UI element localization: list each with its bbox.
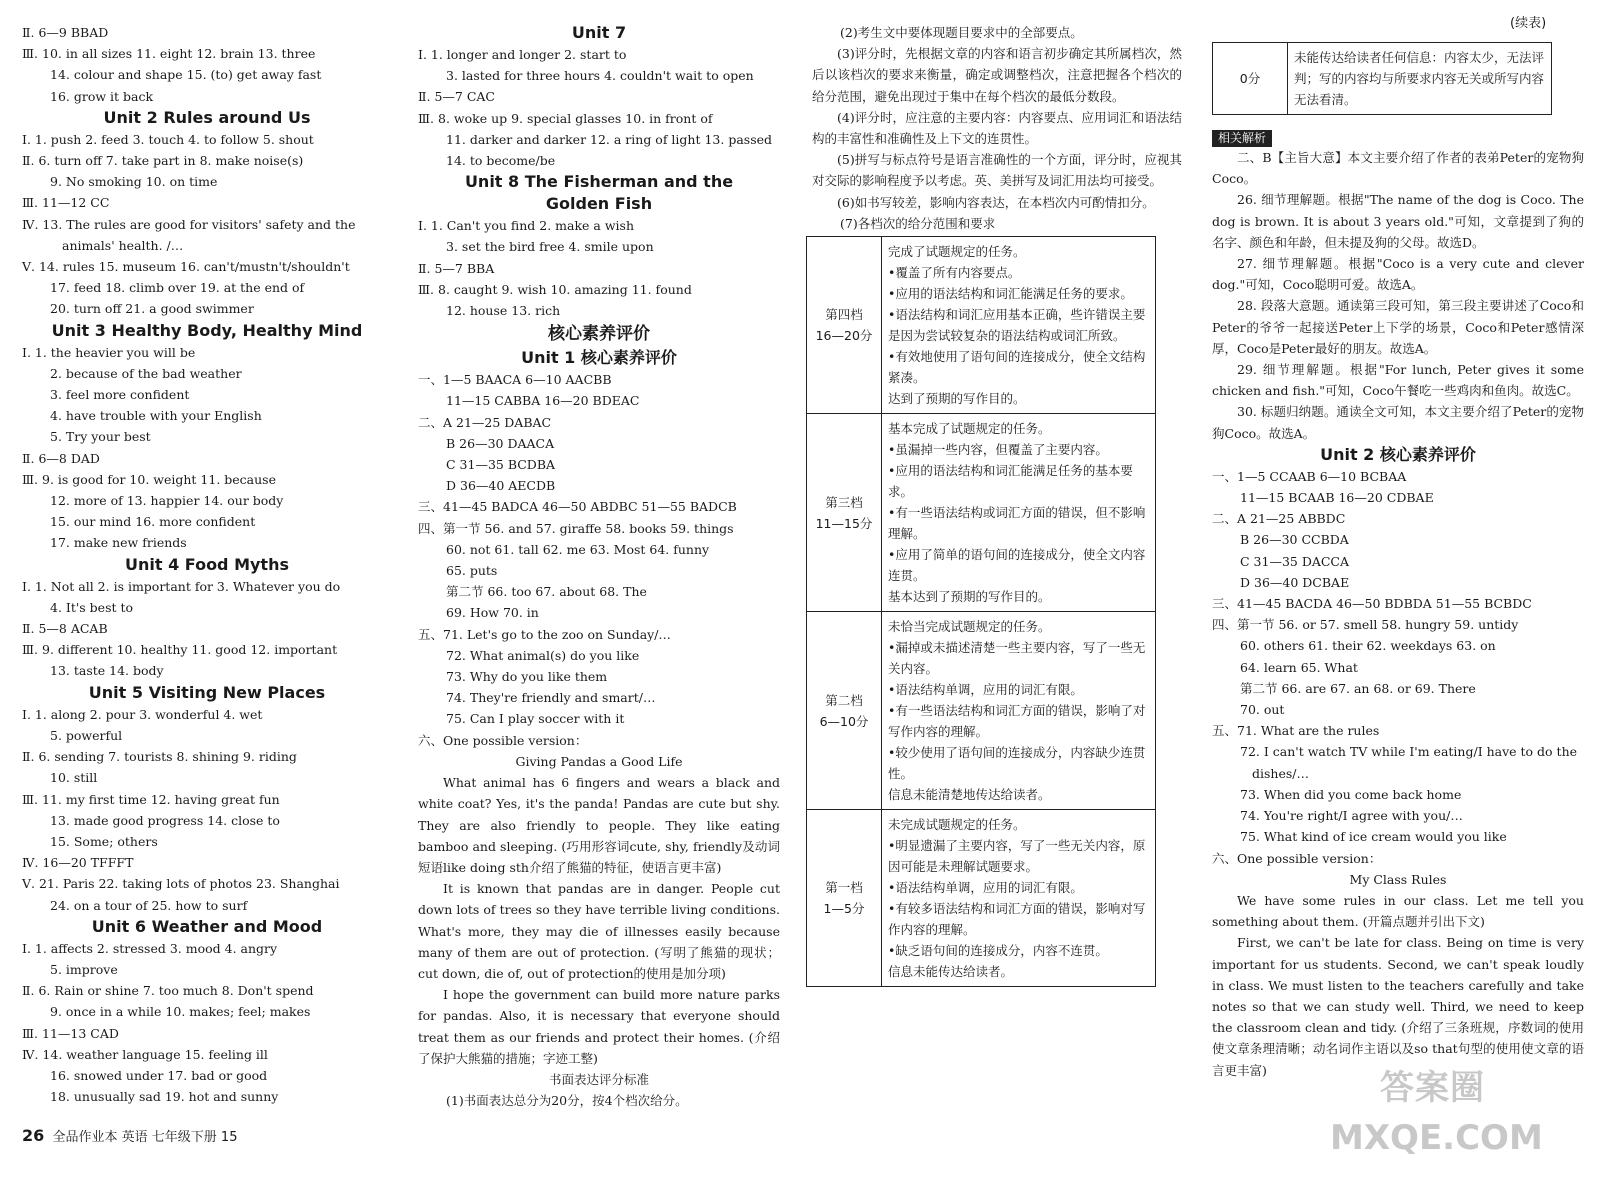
section-heading: 核心素养评价 bbox=[548, 324, 650, 345]
paragraph: 26. 细节理解题。根据"The name of the dog is Coco. The dog is brown. It is about 3 years old."可知，文章提到了狗的名字、颜色和年龄，但未提及狗的父母。故选D。 bbox=[1212, 192, 1584, 250]
answer-line: Ⅲ. 11—12 CC bbox=[22, 195, 110, 211]
answer-line: Ⅲ. 11—13 CAD bbox=[22, 1025, 119, 1041]
answer-line: 一、1—5 CCAAB 6—10 BCBAA bbox=[1212, 468, 1407, 484]
paragraph: 二、B【主旨大意】本文主要介绍了作者的表弟Peter的宠物狗Coco。 bbox=[1212, 150, 1584, 187]
paragraph: (3)评分时，先根据文章的内容和语言初步确定其所属档次，然后以该档次的要求来衡量，确定或调整档次，注意把握各个档次的给分范围，避免出现过于集中在每个档次的最低分数段。 bbox=[812, 46, 1182, 104]
answer-line: 20. turn off 21. a good swimmer bbox=[50, 301, 254, 317]
unit-heading: Unit 2 Rules around Us bbox=[103, 107, 311, 127]
paragraph: 27. 细节理解题。根据"Coco is a very cute and clever dog."可知，Coco聪明可爱。故选A。 bbox=[1212, 256, 1584, 293]
unit-heading: Unit 6 Weather and Mood bbox=[91, 916, 323, 936]
zero-text: 未能传达给读者任何信息：内容太少，无法评判；写的内容均与所要求内容无关或所写内容无法看清。 bbox=[1288, 43, 1552, 115]
answer-line: 二、A 21—25 DABAC bbox=[418, 414, 552, 430]
score-row bbox=[807, 237, 1156, 414]
answer-line: 72. What animal(s) do you like bbox=[446, 647, 640, 663]
answer-line: 三、41—45 BADCA 46—50 ABDBC 51—55 BADCB bbox=[418, 499, 737, 515]
criteria-line: •有一些语法结构或词汇方面的错误，但不影响理解。 bbox=[888, 505, 1146, 542]
level-name: 第二档 bbox=[825, 692, 863, 708]
level-range: 1—5分 bbox=[823, 901, 865, 917]
answer-line: 60. others 61. their 62. weekdays 63. on bbox=[1240, 638, 1496, 654]
answer-line: 四、第一节 56. and 57. giraffe 58. books 59. things bbox=[418, 520, 734, 536]
criteria-line: 基本完成了试题规定的任务。 bbox=[888, 421, 1051, 437]
grading-notes bbox=[812, 22, 1182, 234]
answer-line: dishes/… bbox=[1252, 765, 1309, 781]
answer-line: 第二节 66. too 67. about 68. The bbox=[446, 584, 647, 600]
answer-line: Ⅱ. 5—8 ACAB bbox=[22, 621, 108, 637]
answer-line: 3. feel more confident bbox=[50, 387, 190, 403]
answer-line: C 31—35 BCDBA bbox=[446, 457, 556, 473]
score-criteria bbox=[882, 612, 1156, 810]
answer-line: Ⅳ. 16—20 TFFFT bbox=[22, 855, 134, 871]
criteria-line: 未恰当完成试题规定的任务。 bbox=[888, 619, 1051, 635]
answer-line: 二、A 21—25 ABBDC bbox=[1212, 511, 1346, 527]
paragraph: I hope the government can build more nature parks for pandas. Also, it is necessary that everyone should treat them as our friends and protect their homes. (介绍了保护大熊猫的措施；字迹工整) bbox=[418, 987, 780, 1066]
zero-level: 0分 bbox=[1213, 43, 1288, 115]
answer-line: Ⅰ. 1. push 2. feed 3. touch 4. to follow 5. shout bbox=[22, 131, 314, 147]
paragraph: (5)拼写与标点符号是语言准确性的一个方面，评分时，应视其对交际的影响程度予以考虑。英、美拼写及词汇用法均可接受。 bbox=[812, 152, 1182, 189]
analysis-tag: 相关解析 bbox=[1212, 130, 1272, 147]
criteria-line: •虽漏掉一些内容，但覆盖了主要内容。 bbox=[888, 442, 1108, 458]
column-2 bbox=[418, 22, 780, 1111]
answer-line: Ⅱ. 6. sending 7. tourists 8. shining 9. riding bbox=[22, 749, 297, 765]
column-4 bbox=[1212, 22, 1584, 1081]
answer-line: Ⅱ. 6. turn off 7. take part in 8. make noise(s) bbox=[22, 153, 304, 169]
answer-line: Ⅱ. 5—7 BBA bbox=[418, 260, 495, 276]
criteria-line: 完成了试题规定的任务。 bbox=[888, 244, 1026, 260]
criteria-line: •缺乏语句间的连接成分，内容不连贯。 bbox=[888, 943, 1108, 959]
answer-line: 13. taste 14. body bbox=[50, 663, 164, 679]
answer-line: Ⅳ. 13. The rules are good for visitors' safety and the bbox=[22, 216, 356, 232]
essay-title: My Class Rules bbox=[1349, 871, 1447, 887]
paragraph: 28. 段落大意题。通读第三段可知，第三段主要讲述了Coco和Peter的爷爷一起接送Peter上下学的场景，Coco和Peter感情深厚，Coco是Peter最好的朋友。故选A。 bbox=[1212, 298, 1584, 356]
answer-line: 24. on a tour of 25. how to surf bbox=[50, 897, 248, 913]
answer-line: Ⅱ. 6—8 DAD bbox=[22, 450, 100, 466]
unit-heading: Unit 8 The Fisherman and the bbox=[464, 172, 734, 192]
answer-line: C 31—35 DACCA bbox=[1240, 553, 1350, 569]
level-name: 第四档 bbox=[825, 307, 863, 323]
criteria-line: •有一些语法结构和词汇方面的错误，影响了对写作内容的理解。 bbox=[888, 703, 1146, 740]
answer-line: Ⅳ. 14. weather language 15. feeling ill bbox=[22, 1046, 268, 1062]
answer-line: 73. When did you come back home bbox=[1240, 786, 1462, 802]
answer-line: 14. colour and shape 15. (to) get away fast bbox=[50, 67, 322, 83]
paragraph: (6)如书写较差，影响内容表达，在本档次内可酌情扣分。 bbox=[837, 194, 1155, 210]
answer-line: B 26—30 CCBDA bbox=[1240, 532, 1349, 548]
answer-line: 11. darker and darker 12. a ring of light 13. passed bbox=[446, 131, 773, 147]
answer-line: 65. puts bbox=[446, 563, 498, 579]
answer-line: Ⅴ. 21. Paris 22. taking lots of photos 23. Shanghai bbox=[22, 876, 340, 892]
unit-heading: Golden Fish bbox=[545, 194, 653, 214]
unit-heading: Unit 2 核心素养评价 bbox=[1320, 444, 1476, 464]
answer-line: (7)各档次的给分范围和要求 bbox=[840, 215, 996, 231]
answer-line: 17. feed 18. climb over 19. at the end of bbox=[50, 280, 305, 296]
answer-line: 11—15 CABBA 16—20 BDEAC bbox=[446, 393, 640, 409]
zero-score-table bbox=[1212, 42, 1552, 115]
answer-line: 15. our mind 16. more confident bbox=[50, 514, 256, 530]
answer-line: Ⅲ. 9. is good for 10. weight 11. because bbox=[22, 471, 276, 487]
score-row bbox=[807, 810, 1156, 987]
answer-line: 五、71. What are the rules bbox=[1212, 723, 1380, 739]
answer-line: 72. I can't watch TV while I'm eating/I have to do the bbox=[1240, 744, 1578, 760]
answer-line: 14. to become/be bbox=[446, 153, 556, 169]
analysis-section bbox=[1212, 127, 1584, 1081]
answer-line: 9. once in a while 10. makes; feel; makes bbox=[50, 1004, 311, 1020]
answer-line: Ⅱ. 6. Rain or shine 7. too much 8. Don't spend bbox=[22, 983, 314, 999]
criteria-line: 未完成试题规定的任务。 bbox=[888, 817, 1026, 833]
answer-line: Ⅰ. 1. Can't you find 2. make a wish bbox=[418, 218, 634, 234]
answer-line: Ⅰ. 1. affects 2. stressed 3. mood 4. angry bbox=[22, 940, 278, 956]
answer-line: Ⅲ. 8. woke up 9. special glasses 10. in front of bbox=[418, 110, 713, 126]
answer-line: 5. powerful bbox=[50, 727, 123, 743]
answer-line: 17. make new friends bbox=[50, 535, 187, 551]
criteria-line: •语法结构单调，应用的词汇有限。 bbox=[888, 682, 1083, 698]
score-level bbox=[807, 237, 882, 414]
answer-line: Ⅱ. 5—7 CAC bbox=[418, 89, 495, 105]
score-level bbox=[807, 612, 882, 810]
answer-line: Ⅱ. 6—9 BBAD bbox=[22, 25, 109, 40]
answer-line: 12. house 13. rich bbox=[446, 303, 561, 319]
answer-line: 六、One possible version： bbox=[1212, 850, 1382, 866]
paragraph: 30. 标题归纳题。通读全文可知，本文主要介绍了Peter的宠物狗Coco。故选A。 bbox=[1212, 404, 1584, 441]
page-footer bbox=[22, 1126, 237, 1145]
score-row bbox=[807, 612, 1156, 810]
criteria-line: 信息未能清楚地传达给读者。 bbox=[888, 787, 1051, 803]
column-3 bbox=[812, 22, 1182, 987]
answer-line: 15. Some; others bbox=[50, 833, 158, 849]
book-title: 全品作业本 英语 七年级下册 15 bbox=[52, 1130, 238, 1145]
paragraph: 29. 细节理解题。根据"For lunch, Peter gives it some chicken and fish."可知，Coco午餐吃一些鸡肉和鱼肉。故选C。 bbox=[1212, 362, 1584, 399]
column-1 bbox=[22, 22, 392, 1107]
criteria-line: 达到了预期的写作目的。 bbox=[888, 391, 1026, 407]
criteria-line: •应用的语法结构和词汇能满足任务的要求。 bbox=[888, 286, 1133, 302]
score-table bbox=[806, 236, 1156, 987]
criteria-line: •覆盖了所有内容要点。 bbox=[888, 265, 1021, 281]
answer-line: Ⅰ. 1. longer and longer 2. start to bbox=[418, 47, 627, 62]
answer-line: 3. lasted for three hours 4. couldn't wait to open bbox=[446, 68, 754, 84]
answer-line: 2. because of the bad weather bbox=[50, 365, 242, 381]
watermark-url: MXQE.COM bbox=[1330, 1118, 1543, 1158]
answer-line: 60. not 61. tall 62. me 63. Most 64. funny bbox=[446, 541, 710, 557]
answer-line: Ⅲ. 10. in all sizes 11. eight 12. brain 13. three bbox=[22, 46, 316, 62]
paragraph: What animal has 6 fingers and wears a black and white coat? Yes, it's the panda! Pandas are cute but shy. They are also friendly to people. They like eating bamboo and sleeping. (巧用形容词cute, shy, friendly及动词短语like doing sth介绍了熊猫的特征，使语言更丰富) bbox=[418, 775, 780, 875]
unit-heading: Unit 5 Visiting New Places bbox=[88, 682, 326, 702]
level-range: 6—10分 bbox=[819, 713, 869, 729]
answer-line: 5. improve bbox=[50, 961, 118, 977]
answer-line: 16. grow it back bbox=[50, 88, 154, 104]
answer-line: Ⅲ. 8. caught 9. wish 10. amazing 11. found bbox=[418, 281, 692, 297]
paragraph: (4)评分时，应注意的主要内容：内容要点、应用词汇和语法结构的丰富性和准确性及上下文的连贯性。 bbox=[812, 109, 1182, 147]
answer-line: 三、41—45 BACDA 46—50 BDBDA 51—55 BCBDC bbox=[1212, 596, 1532, 612]
answer-line: 69. How 70. in bbox=[446, 605, 539, 621]
criteria-line: •有较多语法结构和词汇方面的错误，影响对写作内容的理解。 bbox=[888, 901, 1146, 938]
unit-heading: Unit 3 Healthy Body, Healthy Mind bbox=[51, 320, 363, 340]
answer-line: 64. learn 65. What bbox=[1240, 659, 1358, 675]
answer-line: 3. set the bird free 4. smile upon bbox=[446, 239, 654, 255]
answer-line: 16. snowed under 17. bad or good bbox=[50, 1067, 268, 1083]
answer-line: Ⅰ. 1. the heavier you will be bbox=[22, 344, 196, 360]
paragraph: It is known that pandas are in danger. People cut down lots of trees so they have terrible living conditions. What's more, they may die of illnesses easily because many of them are out of protection. (写明了熊猫的现状；cut down, die of, out of protection的使用是加分项) bbox=[418, 881, 780, 981]
answer-line: (2)考生文中要体现题目要求中的全部要点。 bbox=[840, 25, 1083, 40]
answer-line: 13. made good progress 14. close to bbox=[50, 812, 280, 828]
answer-line: 74. They're friendly and smart/… bbox=[446, 690, 656, 706]
criteria-line: •漏掉或未描述清楚一些主要内容，写了一些无关内容。 bbox=[888, 640, 1146, 677]
level-name: 第一档 bbox=[825, 880, 863, 896]
unit-heading: Unit 4 Food Myths bbox=[125, 554, 289, 574]
level-name: 第三档 bbox=[825, 494, 863, 510]
score-criteria bbox=[882, 237, 1156, 414]
criteria-line: •明显遗漏了主要内容，写了一些无关内容，原因可能是未理解试题要求。 bbox=[888, 838, 1146, 875]
essay-title: Giving Pandas a Good Life bbox=[515, 753, 683, 769]
answer-line: 5. Try your best bbox=[50, 429, 151, 445]
answer-line: 9. No smoking 10. on time bbox=[50, 174, 218, 190]
unit-heading: Unit 7 bbox=[571, 23, 627, 42]
answer-line: Ⅴ. 14. rules 15. museum 16. can't/mustn't/shouldn't bbox=[22, 259, 350, 275]
unit-heading: Unit 1 核心素养评价 bbox=[521, 348, 677, 368]
criteria-line: •有效地使用了语句间的连接成分，使全文结构紧凑。 bbox=[888, 349, 1146, 386]
essay-title: 书面表达评分标准 bbox=[548, 1071, 649, 1087]
answer-line: 75. What kind of ice cream would you like bbox=[1240, 829, 1507, 845]
watermark-logo: 答案圈 bbox=[1380, 1068, 1485, 1108]
criteria-line: •较少使用了语句间的连接成分，内容缺少连贯性。 bbox=[888, 745, 1146, 782]
answer-line: Ⅲ. 11. my first time 12. having great fun bbox=[22, 791, 280, 807]
level-range: 11—15分 bbox=[815, 515, 873, 531]
answer-line: 4. have trouble with your English bbox=[50, 408, 262, 424]
answer-line: D 36—40 AECDB bbox=[446, 478, 556, 494]
answer-line: 一、1—5 BAACA 6—10 AACBB bbox=[418, 372, 612, 388]
score-level bbox=[807, 414, 882, 612]
answer-line: animals' health. /… bbox=[62, 237, 184, 253]
answer-line: 四、第一节 56. or 57. smell 58. hungry 59. untidy bbox=[1212, 617, 1519, 633]
answer-line: Ⅲ. 9. different 10. healthy 11. good 12. important bbox=[22, 642, 338, 658]
criteria-line: •语法结构单调，应用的词汇有限。 bbox=[888, 880, 1083, 896]
level-range: 16—20分 bbox=[815, 328, 873, 344]
criteria-line: •应用的语法结构和词汇能满足任务的基本要求。 bbox=[888, 463, 1133, 500]
paragraph: First, we can't be late for class. Being on time is very important for us students. Second, we can't speak loudly in class. We must listen to the teachers carefully and take notes so that we can study well. Third, we need to keep the classroom clean and tidy. (介绍了三条班规，序数词的使用使文章条理清晰；动名词作主语以及so that句型的使用使文章的语言更丰富) bbox=[1212, 935, 1584, 1078]
answer-line: 10. still bbox=[50, 770, 98, 786]
answer-line: D 36—40 DCBAE bbox=[1240, 574, 1350, 590]
answer-line: Ⅰ. 1. along 2. pour 3. wonderful 4. wet bbox=[22, 706, 263, 722]
answer-line: 18. unusually sad 19. hot and sunny bbox=[50, 1089, 279, 1105]
answer-line: 70. out bbox=[1240, 702, 1285, 718]
score-criteria bbox=[882, 414, 1156, 612]
answer-line: 六、One possible version： bbox=[418, 732, 588, 748]
answer-line: 第二节 66. are 67. an 68. or 69. There bbox=[1240, 680, 1476, 696]
answer-line: 12. more of 13. happier 14. our body bbox=[50, 493, 284, 509]
answer-line: (1)书面表达总分为20分，按4个档次给分。 bbox=[446, 1093, 688, 1109]
criteria-line: •应用了简单的语句间的连接成分，使全文内容连贯。 bbox=[888, 547, 1146, 584]
answer-line: 75. Can I play soccer with it bbox=[446, 711, 625, 727]
criteria-line: 基本达到了预期的写作目的。 bbox=[888, 589, 1051, 605]
answer-line: 74. You're right/I agree with you/… bbox=[1240, 808, 1463, 824]
answer-line: 73. Why do you like them bbox=[446, 669, 608, 685]
page-number: 26 bbox=[22, 1126, 45, 1145]
criteria-line: 信息未能传达给读者。 bbox=[888, 964, 1014, 980]
score-criteria bbox=[882, 810, 1156, 987]
answer-line: B 26—30 DAACA bbox=[446, 435, 555, 451]
paragraph: We have some rules in our class. Let me tell you something about them. (开篇点题并引出下文) bbox=[1212, 892, 1584, 930]
answer-line: 4. It's best to bbox=[50, 599, 134, 615]
score-row bbox=[807, 414, 1156, 612]
answer-line: Ⅰ. 1. Not all 2. is important for 3. Whatever you do bbox=[22, 578, 341, 594]
answer-line: 11—15 BCAAB 16—20 CDBAE bbox=[1240, 490, 1434, 506]
score-level bbox=[807, 810, 882, 987]
answer-line: 五、71. Let's go to the zoo on Sunday/… bbox=[418, 626, 671, 642]
criteria-line: •语法结构和词汇应用基本正确，些许错误主要是因为尝试较复杂的语法结构或词汇所致。 bbox=[888, 307, 1146, 344]
continued-label: (续表) bbox=[1510, 16, 1547, 31]
